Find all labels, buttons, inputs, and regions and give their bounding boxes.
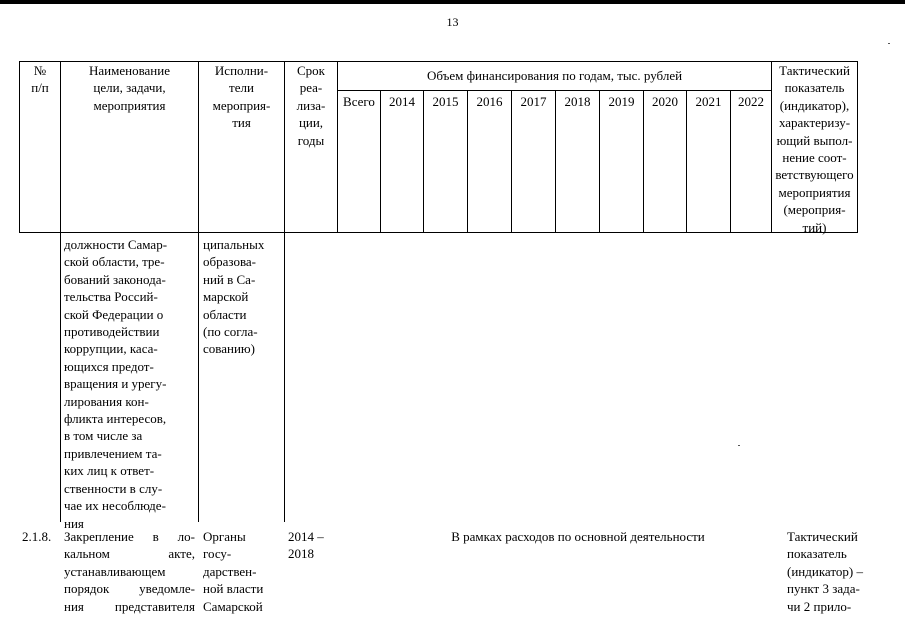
continued-name-line: коррупции, каса- (64, 341, 158, 357)
row-name-line: порядок уведомле- (64, 581, 195, 597)
continued-executors-line: области (203, 306, 247, 322)
row-term-line: 2014 – (288, 529, 324, 544)
header-name-line: мероприятия (93, 97, 166, 113)
page-top-border (0, 0, 905, 4)
header-indicator-line: Тактический (779, 63, 850, 78)
continued-name-line: фликта интересов, (64, 411, 167, 427)
continuation-border (60, 232, 61, 522)
row-indicator-cell (787, 528, 883, 615)
continued-name-line: ственности в слу- (64, 480, 163, 496)
scan-speck (888, 43, 890, 44)
continued-name-line: привлечением та- (64, 445, 162, 461)
financing-header-line (337, 90, 771, 91)
continued-executors-line: марской (203, 289, 249, 305)
header-indicator-line: характеризу- (778, 115, 851, 131)
row-executors-line: госу- (203, 546, 232, 562)
row-indicator-line: показатель (787, 546, 847, 562)
header-executors-cell (199, 62, 284, 132)
header-number-cell (20, 62, 60, 97)
header-number-line: № (33, 63, 47, 78)
continued-name-line: тельства Россий- (64, 289, 158, 305)
header-indicator-line: (индикатор), (779, 97, 850, 113)
row-executors-line: Самарской (203, 598, 263, 614)
header-indicator-line: ветствующего (775, 167, 854, 183)
continued-name-line: ской Федерации о (64, 306, 164, 322)
header-year: 2020 (652, 94, 678, 109)
row-number: 2.1.8. (22, 529, 52, 544)
header-indicator-line: (мероприя- (783, 202, 846, 218)
header-bottom-line (19, 232, 858, 233)
continued-name-line: ской области, тре- (64, 254, 165, 270)
header-financing-title: Объем финансирования по годам, тыс. рублей (426, 68, 683, 83)
header-year: 2017 (520, 94, 547, 109)
header-total: Всего (343, 94, 375, 109)
header-term-line: реа- (299, 80, 323, 96)
continued-executors-line: образова- (203, 254, 257, 270)
continued-executors-line: ний в Са- (203, 271, 256, 287)
header-year: 2014 (389, 94, 415, 109)
continued-name-line: ких лиц к ответ- (64, 463, 155, 479)
row-name-line: Закрепление в ло- (64, 529, 195, 544)
col-border (467, 90, 468, 233)
continuation-border (284, 232, 285, 522)
row-executors-line: Органы (203, 529, 246, 544)
continued-executors-line: ципальных (203, 237, 265, 252)
continued-name-line: лирования кон- (64, 393, 149, 409)
continued-executors-line: (по согла- (203, 324, 258, 340)
row-indicator-line: (индикатор) – (787, 563, 863, 579)
row-indicator-line: чи 2 прило- (787, 598, 852, 614)
header-term-cell (285, 62, 337, 149)
header-year: 2016 (476, 94, 503, 109)
header-indicator-cell (772, 62, 857, 236)
row-executors-line: ной власти (203, 581, 264, 597)
col-border (423, 90, 424, 233)
header-year: 2018 (564, 94, 591, 109)
header-number-line: п/п (31, 80, 49, 96)
row-name-cell (64, 528, 195, 615)
continued-name-line: бований законода- (64, 271, 166, 287)
header-indicator-line: ющий выпол- (776, 132, 853, 148)
col-border (643, 90, 644, 233)
header-year: 2022 (738, 94, 764, 109)
header-executors-line: тия (232, 115, 251, 131)
header-executors-line: тели (229, 80, 254, 96)
header-name-line: цели, задачи, (93, 80, 166, 96)
row-indicator-line: Тактический (787, 529, 858, 544)
row-name-line: устанавливающем (64, 563, 166, 579)
header-name-line: Наименование (89, 63, 170, 78)
col-border (380, 90, 381, 233)
header-term-line: Срок (297, 63, 325, 78)
row-name-line: кальном акте, (64, 546, 195, 562)
col-border (730, 90, 731, 233)
scan-speck (738, 445, 740, 446)
continued-name-line: противодействии (64, 324, 160, 340)
row-executors-cell (203, 528, 283, 615)
row-name-line: ния представителя (64, 598, 195, 614)
header-executors-line: мероприя- (212, 97, 271, 113)
page-number: 13 (446, 15, 459, 29)
header-indicator-line: тий) (802, 219, 827, 235)
header-term-line: лиза- (296, 97, 326, 113)
continued-name-line: ния (64, 515, 84, 531)
header-executors-line: Исполни- (214, 63, 269, 78)
header-indicator-line: показатель (784, 80, 845, 96)
continuation-border (198, 232, 199, 522)
col-border (857, 61, 858, 233)
header-year: 2019 (608, 94, 635, 109)
row-term-cell (288, 528, 336, 563)
header-term-line: ции, (298, 115, 324, 131)
header-term-line: годы (297, 132, 325, 148)
continued-executors-line: сованию) (203, 341, 255, 357)
continued-name-line: вращения и урегу- (64, 376, 167, 392)
row-indicator-line: пункт 3 зада- (787, 581, 860, 597)
col-border (337, 61, 338, 233)
header-year: 2021 (695, 94, 722, 109)
header-indicator-line: мероприятия (778, 184, 851, 200)
continued-name-line: в том числе за (64, 428, 143, 444)
col-border (511, 90, 512, 233)
col-border (555, 90, 556, 233)
continued-name-line: чае их несоблюде- (64, 498, 166, 514)
row-term-line: 2018 (288, 546, 314, 562)
header-name-cell (61, 62, 198, 114)
continued-name-cell (64, 236, 197, 532)
header-indicator-line: нение соот- (782, 150, 847, 166)
col-border (599, 90, 600, 233)
header-year: 2015 (432, 94, 459, 109)
continued-executors-cell (203, 236, 283, 358)
continued-name-line: ющихся предот- (64, 358, 154, 374)
row-executors-line: дарствен- (203, 563, 257, 579)
col-border (686, 90, 687, 233)
continued-name-line: должности Самар- (64, 237, 168, 252)
row-financing-note: В рамках расходов по основной деятельности (451, 529, 705, 544)
